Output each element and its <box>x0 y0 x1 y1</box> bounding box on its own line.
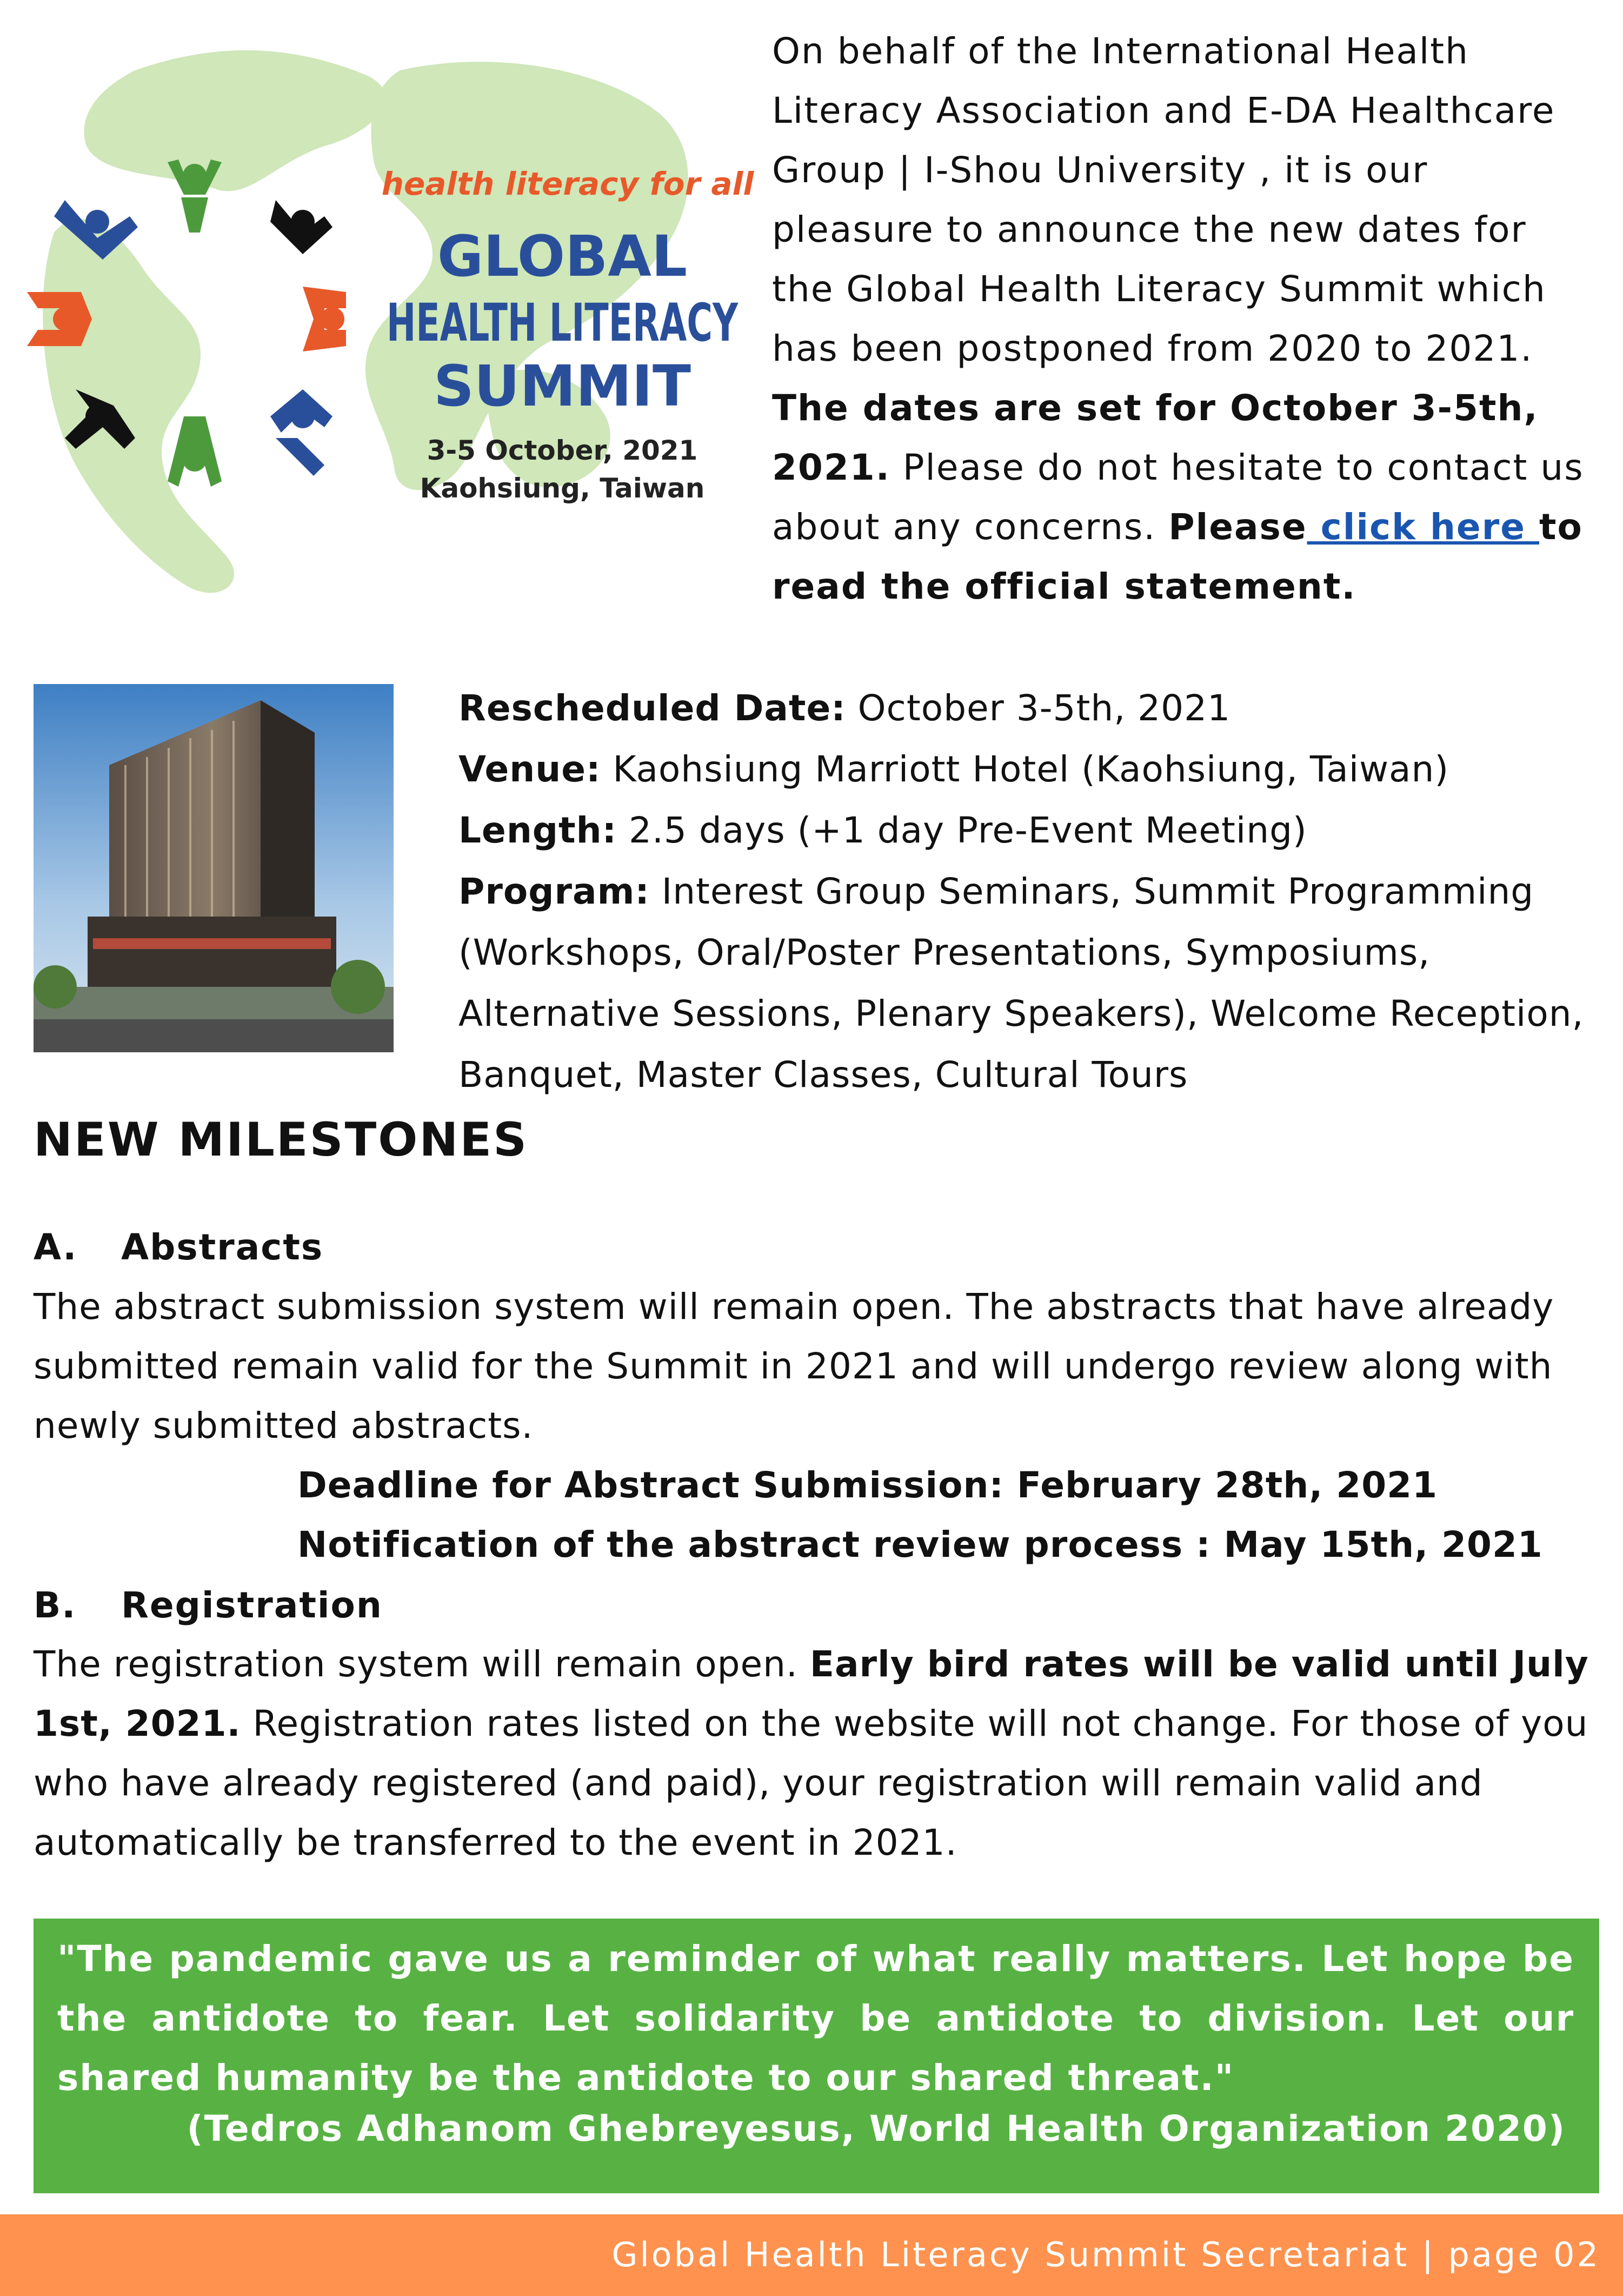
length-label: Length: <box>458 809 617 851</box>
program-value: Interest Group Seminars, Summit Programming (Workshops, Oral/Poster Presentations, Symposiums, Alternative Sessions, Plenary Speakers), Welcome Reception, Banquet, Master Classes, Cultural Tours <box>458 871 1584 1096</box>
abstract-deadline: Deadline for Abstract Submission: February 28th, 2021 <box>297 1464 1438 1506</box>
registration-text-after: Registration rates listed on the website will not change. For those of you who have already registered (and paid), your registration will remain valid and automatically be transferred to the event in 2021. <box>34 1703 1588 1863</box>
logo-title-line2: HEALTH LITERACY <box>387 293 739 353</box>
hotel-building-icon <box>34 684 394 1052</box>
registration-bold: Early bird rates will be valid until July 1st, 2021. <box>34 1643 1589 1744</box>
quote-box <box>34 1919 1599 2193</box>
milestones-heading: NEW MILESTONES <box>34 1113 529 1167</box>
page-footer <box>0 2214 1623 2296</box>
length-value: 2.5 days (+1 day Pre-Event Meeting) <box>616 809 1307 851</box>
logo-title-line3: SUMMIT <box>434 353 691 419</box>
logo-dates: 3-5 October, 2021 <box>427 435 698 466</box>
hotel-building-image <box>34 684 394 1052</box>
event-details <box>458 678 1594 1105</box>
venue-label: Venue: <box>458 748 601 790</box>
venue-value: Kaohsiung Marriott Hotel (Kaohsiung, Taiwan) <box>601 748 1449 790</box>
logo-title-line1: GLOBAL <box>437 223 688 289</box>
program-row <box>458 861 1594 1105</box>
intro-text-middle: Please do not hesitate to contact us about any concerns. <box>772 447 1584 548</box>
abstracts-subheading <box>34 1226 323 1268</box>
abstracts-paragraph: The abstract submission system will remain open. The abstracts that have already submitted remain valid for the Summit in 2021 and will undergo review along with newly submitted abstracts. <box>34 1286 1554 1446</box>
summit-logo <box>22 38 754 616</box>
footer-text: Global Health Literacy Summit Secretariat | page 02 <box>611 2235 1600 2274</box>
intro-paragraph <box>772 22 1594 616</box>
intro-text: On behalf of the International Health Literacy Association and E-DA Healthcare Group | I-Shou University , it is our pleasure to announce the new dates for the Global Health Literacy Summit which has been postponed from 2020 to 2021. <box>772 30 1555 369</box>
abstracts-title: Abstracts <box>121 1226 324 1268</box>
registration-title: Registration <box>121 1584 383 1626</box>
registration-subheading <box>34 1584 383 1626</box>
registration-letter: B. <box>34 1584 77 1626</box>
logo-tagline: health literacy for all <box>381 165 754 202</box>
venue-row <box>458 739 1594 800</box>
logo-location: Kaohsiung, Taiwan <box>420 473 705 504</box>
abstracts-letter: A. <box>34 1226 78 1268</box>
abstract-notification: Notification of the abstract review process : May 15th, 2021 <box>297 1524 1543 1565</box>
rescheduled-value: October 3-5th, 2021 <box>846 687 1231 729</box>
length-row <box>458 800 1594 861</box>
intro-dates-bold: The dates are set for October 3-5th, 2021. <box>772 387 1539 488</box>
registration-text-before: The registration system will remain open. <box>34 1643 810 1685</box>
program-label: Program: <box>458 871 650 912</box>
registration-paragraph <box>34 1635 1591 1873</box>
quote-text: "The pandemic gave us a reminder of what really matters. Let hope be the antidote to fear. Let solidarity be antidote to division. Let our shared humanity be the antidote to our shared threat." <box>57 1938 1574 2099</box>
quote-attribution: (Tedros Adhanom Ghebreyesus, World Health Organization 2020) <box>187 2108 1566 2149</box>
intro-end-bold: to read the official statement. <box>772 506 1583 607</box>
rescheduled-label: Rescheduled Date: <box>458 687 846 729</box>
globe-people-logo-icon <box>22 38 754 616</box>
click-here-link[interactable]: click here <box>1307 506 1539 548</box>
rescheduled-date-row <box>458 678 1594 739</box>
intro-please-bold: Please <box>1168 506 1307 548</box>
